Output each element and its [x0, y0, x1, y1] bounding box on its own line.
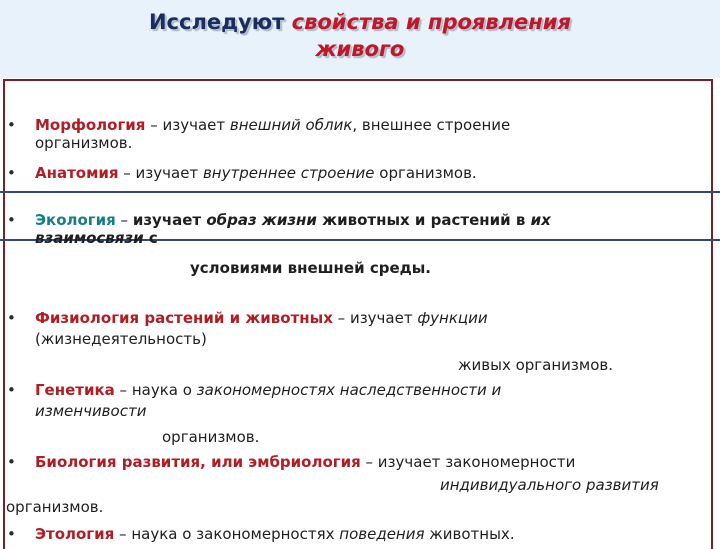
- item-text: – изучает закономерности: [360, 453, 576, 471]
- item-text: –: [115, 211, 133, 229]
- item-bold-text: изучает: [132, 211, 207, 229]
- item-bold-text: с: [143, 229, 158, 247]
- item-continuation: организмов.: [35, 134, 133, 152]
- term-morphology: Морфология: [35, 116, 146, 134]
- item-continuation: живых организмов.: [458, 356, 613, 374]
- slide-title: [0, 9, 720, 63]
- item-text: – наука о: [114, 381, 197, 399]
- item-continuation: изменчивости: [35, 402, 147, 420]
- term-physiology: Физиология растений и животных: [35, 309, 333, 327]
- title-plain: Исследуют: [148, 10, 285, 34]
- list-item: [35, 211, 551, 230]
- bullet-icon: •: [7, 164, 16, 182]
- bullet-icon: •: [7, 211, 16, 229]
- item-continuation: организмов.: [162, 428, 260, 446]
- list-item: [35, 453, 575, 472]
- term-developmental-biology: Биология развития, или эмбриология: [35, 453, 361, 471]
- term-anatomy: Анатомия: [35, 164, 119, 182]
- list-item: [35, 164, 477, 183]
- item-text: организмов.: [374, 164, 477, 182]
- bullet-icon: •: [7, 309, 16, 327]
- item-continuation: организмов.: [6, 498, 104, 516]
- bullet-icon: •: [7, 381, 16, 399]
- separator-line: [0, 191, 720, 193]
- item-text: – наука о закономерностях: [114, 525, 340, 543]
- item-emphasis: образ жизни: [206, 211, 317, 229]
- item-continuation: индивидуального развития: [440, 476, 659, 494]
- item-emphasis: внутреннее строение: [202, 164, 375, 182]
- bullet-icon: •: [7, 525, 16, 543]
- item-text: , внешнее строение: [352, 116, 511, 134]
- term-ecology: Экология: [35, 211, 116, 229]
- bullet-icon: •: [7, 453, 16, 471]
- list-item: [35, 309, 488, 328]
- item-continuation: (жизнедеятельность): [35, 330, 207, 348]
- list-item: [35, 381, 501, 400]
- bullet-icon: •: [7, 116, 16, 134]
- item-text: – изучает: [118, 164, 203, 182]
- item-emphasis: закономерностях наследственности и: [196, 381, 502, 399]
- item-text: – изучает: [145, 116, 230, 134]
- item-emphasis: их: [530, 211, 551, 229]
- list-item: [35, 525, 515, 544]
- term-ethology: Этология: [35, 525, 115, 543]
- item-emphasis: поведения: [339, 525, 425, 543]
- title-emphasis-line2: живого: [315, 37, 405, 61]
- item-emphasis: функции: [417, 309, 488, 327]
- item-emphasis: внешний облик: [229, 116, 353, 134]
- term-genetics: Генетика: [35, 381, 115, 399]
- item-bold-text: животных и растений в: [316, 211, 531, 229]
- item-continuation: [35, 229, 158, 248]
- item-emphasis: взаимосвязи: [35, 229, 144, 247]
- item-continuation: условиями внешней среды.: [190, 259, 431, 277]
- item-text: – изучает: [332, 309, 418, 327]
- list-item: [35, 116, 510, 135]
- title-emphasis: свойства и проявления: [291, 10, 572, 34]
- item-text: животных.: [424, 525, 515, 543]
